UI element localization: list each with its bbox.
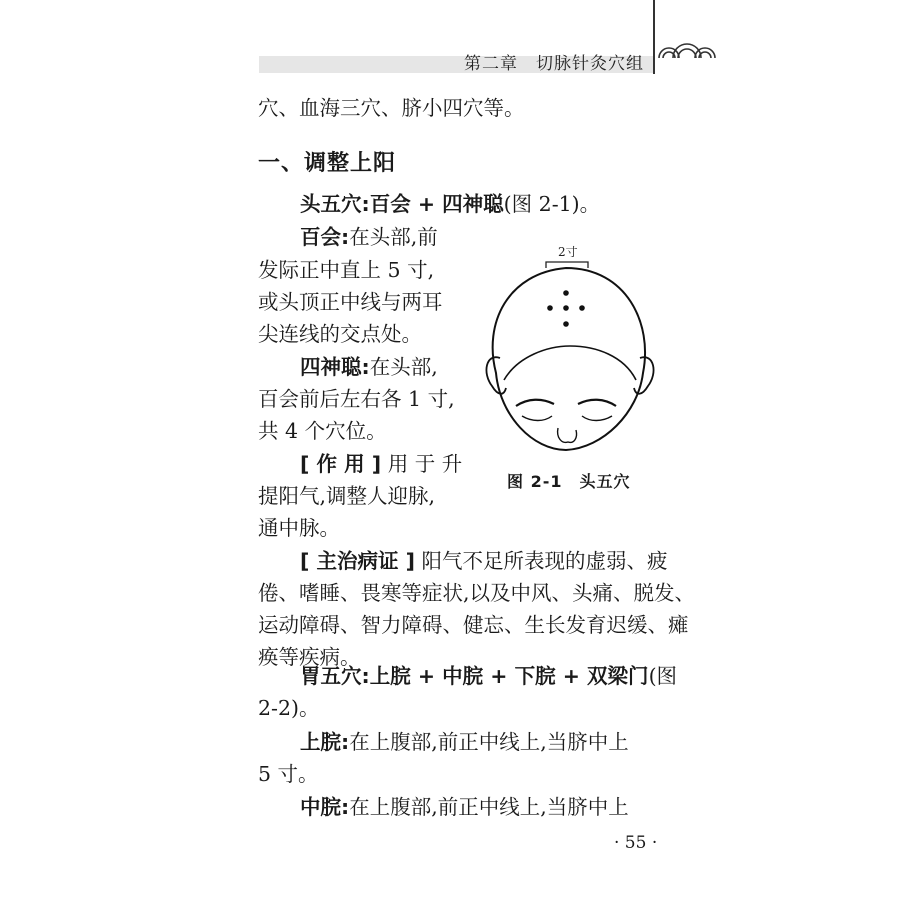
shangwan-line-2: 5 寸。	[258, 762, 319, 786]
shangwan-line-1	[300, 728, 629, 756]
acupoint-baihui	[563, 305, 569, 311]
stomach-five-title	[300, 662, 677, 690]
effect-line-2: 提阳气,调整人迎脉,	[258, 484, 436, 508]
hairline	[504, 346, 636, 380]
effect-line-1	[300, 450, 462, 478]
intro-text: 穴、血海三穴、脐小四穴等。	[258, 96, 525, 120]
acupoint-sishencong-front	[563, 290, 569, 296]
figure-caption: 图 2-1 头五穴	[507, 472, 631, 491]
indication-text-1: 阳气不足所表现的虚弱、疲	[421, 549, 668, 573]
baihui-line-1	[300, 223, 438, 251]
effect-text-1: 用 于 升	[387, 452, 463, 476]
sishen-line-2: 百会前后左右各 1 寸,	[258, 387, 455, 411]
indication-term: [ 主治病证 ]	[300, 549, 416, 573]
measure-label: 2寸	[558, 245, 578, 259]
running-header-chapter: 第二章 切脉针灸穴组	[464, 54, 644, 74]
effect-line-3: 通中脉。	[258, 516, 340, 540]
zhongwan-line-1	[300, 793, 629, 821]
head-five-points-figure	[478, 238, 663, 463]
effect-term: [ 作 用 ]	[300, 452, 382, 476]
indication-line-3: 运动障碍、智力障碍、健忘、生长发育迟缓、瘫	[258, 613, 689, 637]
acupoint-sishencong-right	[579, 305, 585, 311]
sishen-line-3: 共 4 个穴位。	[258, 419, 387, 443]
left-eyebrow	[516, 400, 554, 406]
acupoint-sishencong-left	[547, 305, 553, 311]
zhongwan-text-1: 在上腹部,前正中线上,当脐中上	[349, 795, 629, 819]
indication-line-2: 倦、嗜睡、畏寒等症状,以及中风、头痛、脱发、	[258, 581, 696, 605]
stomach-five-title-line-2: 2-2)。	[258, 696, 320, 720]
nose	[558, 428, 577, 442]
indication-line-1	[300, 547, 668, 575]
cloud-ornament-icon	[655, 34, 719, 60]
baihui-line-4: 尖连线的交点处。	[258, 322, 422, 346]
head-outline	[493, 268, 645, 450]
right-eyebrow	[578, 400, 616, 406]
page-number: · 55 ·	[614, 833, 658, 853]
left-eye	[522, 416, 552, 421]
shangwan-text-1: 在上腹部,前正中线上,当脐中上	[349, 730, 629, 754]
indication-line-4: 痪等疾病。	[258, 645, 361, 669]
baihui-text-1: 在头部,前	[349, 225, 438, 249]
baihui-line-3: 或头顶正中线与两耳	[258, 290, 443, 314]
section-heading: 一、调整上阳	[258, 151, 397, 176]
sishen-line-1	[300, 353, 438, 381]
baihui-term: 百会:	[300, 225, 350, 249]
baihui-line-2: 发际正中直上 5 寸,	[258, 258, 435, 282]
sishen-text-1: 在头部,	[369, 355, 438, 379]
head-five-title	[300, 190, 600, 218]
stomach-five-title-bold: 胃五穴:上脘 + 中脘 + 下脘 + 双梁门	[300, 664, 649, 688]
head-five-title-ref: (图 2-1)。	[503, 192, 601, 216]
head-five-title-bold: 头五穴:百会 + 四神聪	[300, 192, 504, 216]
sishen-term: 四神聪:	[300, 355, 370, 379]
zhongwan-term: 中脘:	[300, 795, 350, 819]
acupoint-sishencong-back	[563, 321, 569, 327]
stomach-five-title-ref: (图	[648, 664, 678, 688]
right-eye	[582, 416, 612, 421]
shangwan-term: 上脘:	[300, 730, 350, 754]
